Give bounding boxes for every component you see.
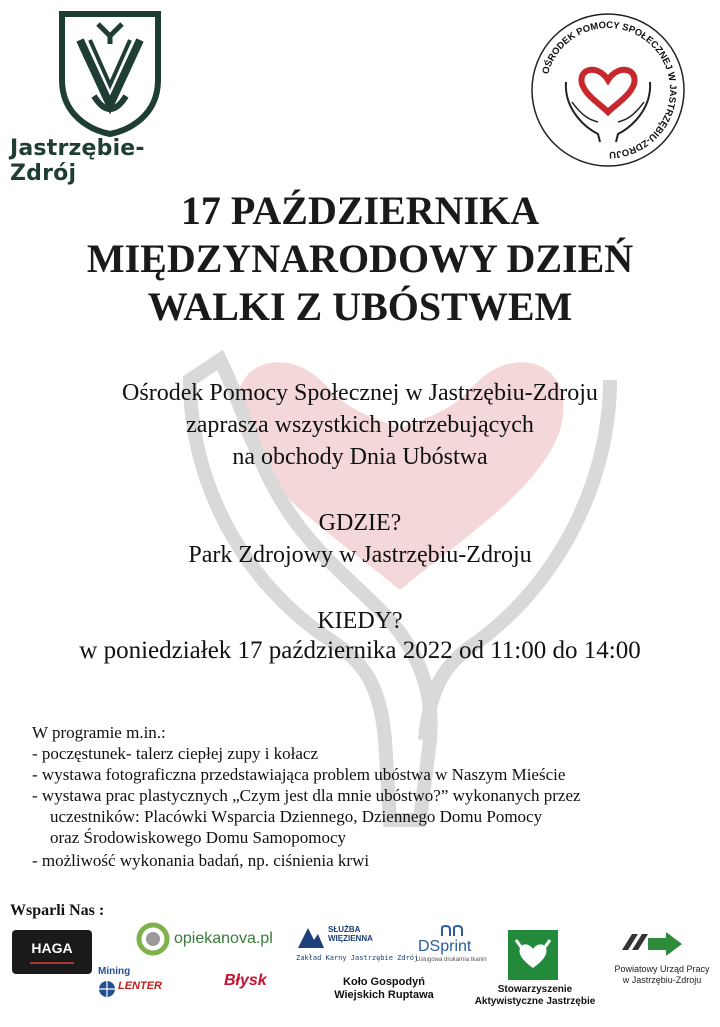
sluzba-line-1: SŁUŻBA [328, 925, 361, 934]
dsprint-name: DSprint [418, 938, 472, 955]
program-item: - możliwość wykonania badań, np. ciśnienia krwi [32, 851, 370, 870]
blysk-logo: Błysk [224, 972, 267, 989]
sluzba-emblem-icon [296, 922, 326, 952]
stowarzyszenie-line-1: Stowarzyszenie [497, 984, 573, 995]
haga-accent-line [30, 962, 74, 964]
mining-lenter-logo [98, 966, 166, 1006]
intro-line-1: Ośrodek Pomocy Społecznej w Jastrzębiu-Zdroju [122, 380, 598, 406]
kolo-line-1: Koło Gospodyń [343, 976, 425, 988]
opiekanova-circle-icon [136, 922, 170, 956]
powiatowy-urzad-pracy-logo [612, 928, 712, 988]
pup-text [606, 964, 718, 986]
sponsors-label: Wsparli Nas : [10, 902, 105, 919]
city-name: Jastrzębie-Zdrój [10, 136, 145, 186]
pup-line-2: w Jastrzębiu-Zdroju [622, 975, 702, 985]
program-heading: W programie m.in.: [32, 723, 166, 742]
kolo-line-2: Wiejskich Ruptawa [334, 989, 434, 1001]
mining-brand-text: LENTER [118, 980, 162, 992]
mining-globe-icon [98, 980, 116, 998]
title-line-date: 17 PAŹDZIERNIKA [180, 188, 540, 233]
dsprint-mark-icon [440, 924, 464, 938]
sluzba-line-2: WIĘZIENNA [328, 934, 373, 943]
haga-logo [12, 930, 92, 974]
program-item-continuation: oraz Środowiskowego Domu Samopomocy [50, 828, 347, 847]
opiekanova-logo [136, 922, 276, 956]
stowarzyszenie-text [460, 984, 610, 1008]
ops-logo-text: OŚRODEK POMOCY SPOŁECZNEJ W JASTRZĘBIU-ZDROJU [540, 19, 679, 161]
where-heading: GDZIE? [318, 510, 402, 536]
sluzba-wiezienna-logo [296, 922, 419, 968]
dsprint-logo [414, 924, 498, 966]
pup-arrow-icon [620, 928, 686, 960]
when-heading: KIEDY? [317, 608, 403, 634]
program-item-continuation: uczestników: Placówki Wsparcia Dziennego, Dziennego Domu Pomocy [50, 807, 543, 826]
title-line-3: WALKI Z UBÓSTWEM [147, 284, 573, 329]
stowarzyszenie-logo [508, 930, 558, 980]
program-item: - wystawa prac plastycznych „Czym jest dla mnie ubóstwo?” wykonanych przez [32, 786, 581, 805]
mining-text: Mining [98, 966, 131, 977]
intro-line-3: na obchody Dnia Ubóstwa [232, 444, 488, 470]
stowarzyszenie-heart-icon [508, 930, 558, 980]
when-value: w poniedziałek 17 października 2022 od 11:00 do 14:00 [79, 637, 641, 664]
title-line-2: MIĘDZYNARODOWY DZIEŃ [86, 236, 634, 281]
sluzba-subtitle: Zakład Karny Jastrzębie Zdrój [296, 954, 419, 962]
stowarzyszenie-line-2: Aktywistyczne Jastrzębie [474, 996, 596, 1007]
opiekanova-text: opiekanova.pl [174, 930, 273, 947]
intro-line-2: zaprasza wszystkich potrzebujących [186, 412, 534, 438]
pup-line-1: Powiatowy Urząd Pracy [614, 964, 710, 974]
where-value: Park Zdrojowy w Jastrzębiu-Zdroju [188, 542, 532, 568]
program-item: - wystawa fotograficzna przedstawiająca problem ubóstwa w Naszym Mieście [32, 765, 566, 784]
kolo-gospodyn-logo [326, 976, 442, 1002]
program-item: - poczęstunek- talerz ciepłej zupy i kołacz [32, 744, 319, 763]
ops-circle-logo [528, 10, 688, 170]
haga-logo-text: HAGA [31, 940, 73, 956]
dsprint-subtitle: Usługowa drukarnia tkanin [416, 957, 487, 963]
